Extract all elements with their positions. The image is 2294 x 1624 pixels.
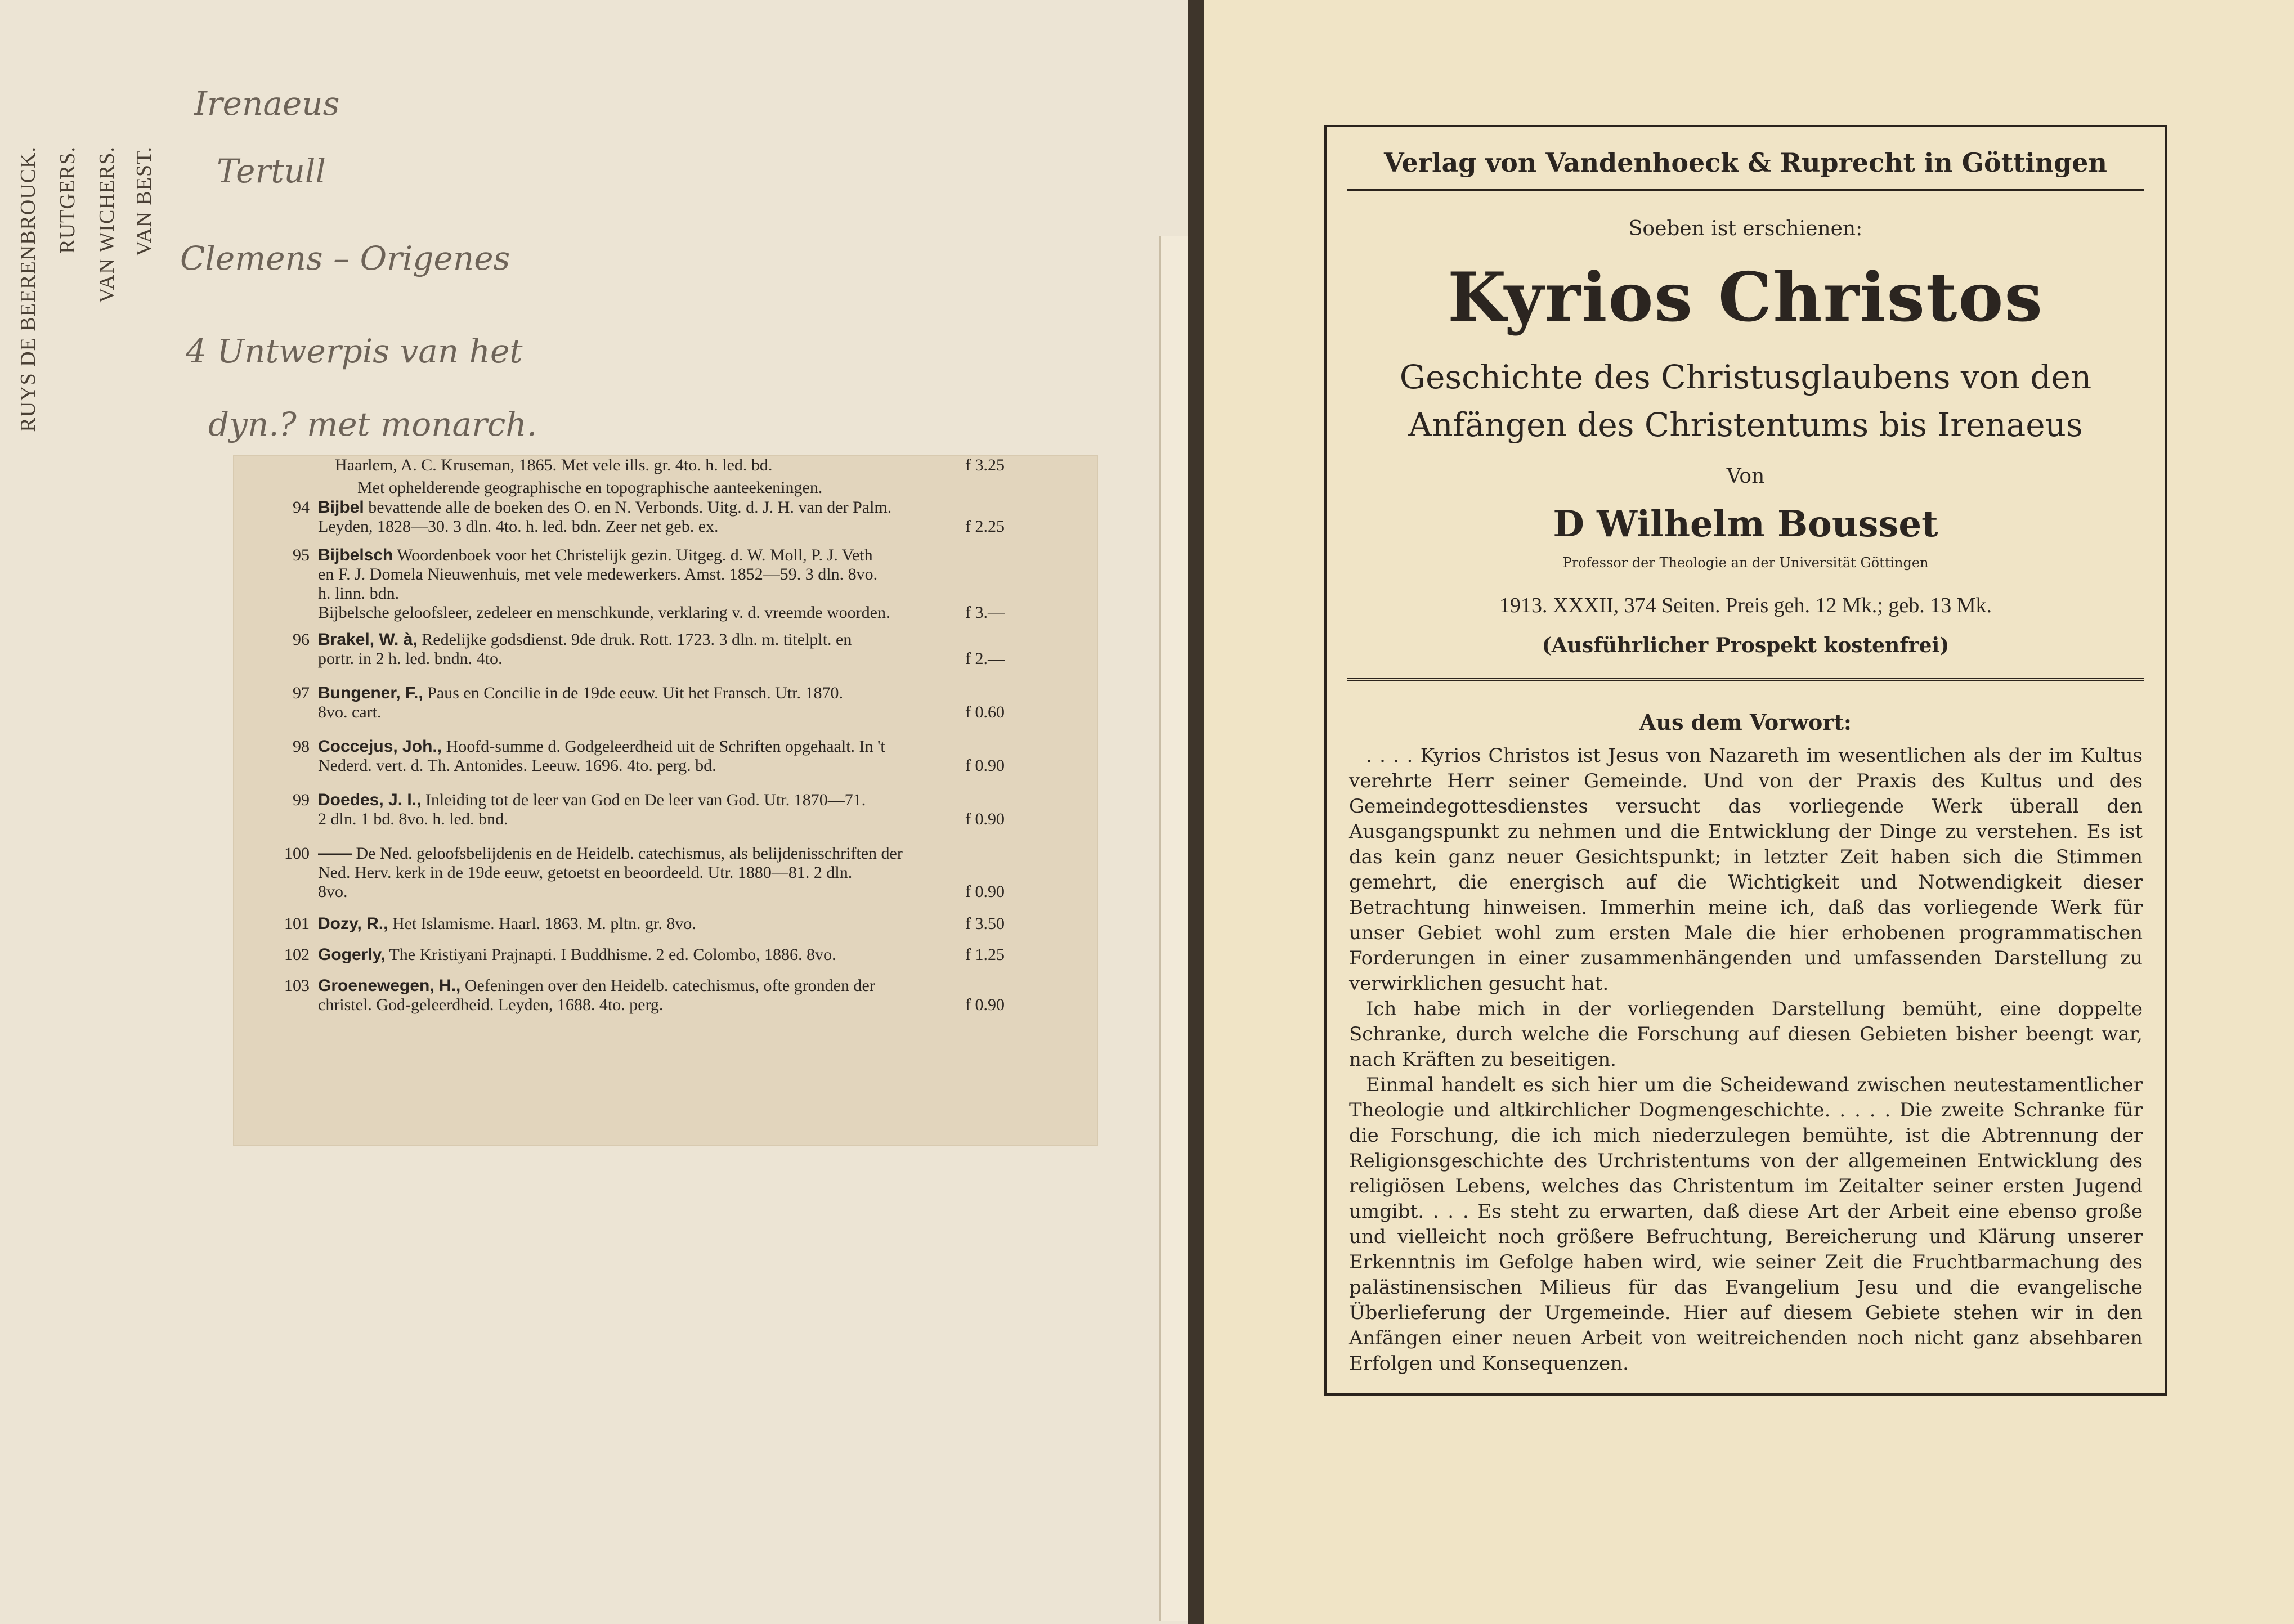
entry-line [318, 995, 993, 1015]
spine-label-3: VAN WICHERS. [95, 146, 119, 303]
entry-line [318, 976, 993, 995]
entry-price: f 0.90 [965, 995, 1005, 1014]
entry-text: Het Islamisme. Haarl. 1863. M. pltn. gr. 8vo. [392, 914, 696, 933]
entry-author: Bijbel [318, 498, 364, 517]
entry-number: 94 [293, 498, 310, 517]
entry-line [318, 546, 993, 565]
book-title: Kyrios Christos [1448, 258, 2044, 337]
entry-price: f 3.50 [965, 914, 1005, 933]
spine-label-1: RUYS DE BEERENBROUCK. [16, 146, 40, 432]
foreword-heading: Aus dem Vorwort: [1639, 710, 1852, 735]
right-page [1204, 0, 2294, 1624]
entry-text: Leyden, 1828—30. 3 dln. 4to. h. led. bdn. Zeer net geb. ex. [318, 517, 719, 536]
subtitle-line-2: Anfängen des Christentums bis Irenaeus [1408, 406, 2083, 444]
entry-price: f 0.90 [965, 882, 1005, 901]
entry-line [318, 498, 993, 517]
clipping-top-price: f 3.25 [965, 456, 1005, 474]
entry-author: Doedes, J. I., [318, 791, 422, 809]
entry-text: h. linn. bdn. [318, 584, 400, 603]
author-role: Professor der Theologie an der Universität Göttingen [1562, 555, 1929, 571]
entry-body [318, 546, 993, 622]
rule-double [1347, 678, 2144, 681]
publisher-line: Verlag von Vandenhoeck & Ruprecht in Göttingen [1384, 147, 2107, 178]
entry-price: f 3.— [965, 603, 1005, 622]
entry-price: f 1.25 [965, 945, 1005, 964]
entry-line [318, 565, 993, 584]
entry-text: 8vo. cart. [318, 703, 382, 721]
entry-line [318, 882, 993, 901]
entry-author: —— [318, 844, 352, 863]
entry-text: The Kristiyani Prajnapti. I Buddhisme. 2 ed. Colombo, 1886. 8vo. [389, 945, 836, 964]
entry-line [318, 945, 993, 964]
entry-author: Groenewegen, H., [318, 976, 461, 995]
entry-body [318, 737, 993, 775]
entry-text: portr. in 2 h. led. bndn. 4to. [318, 649, 503, 668]
rule-top [1347, 189, 2144, 191]
prospekt-line: (Ausführlicher Prospekt kostenfrei) [1542, 634, 1950, 657]
entry-text: Nederd. vert. d. Th. Antonides. Leeuw. 1696. 4to. perg. bd. [318, 756, 716, 775]
von-line: Von [1726, 465, 1765, 488]
entry-line [318, 791, 993, 810]
entry-text: Redelijke godsdienst. 9de druk. Rott. 1723. 3 dln. m. titelplt. en [422, 630, 852, 649]
spine-label-2: RUTGERS. [56, 146, 79, 254]
entry-text: 2 dln. 1 bd. 8vo. h. led. bnd. [318, 810, 508, 828]
handwritten-note-3: Clemens – Origenes [180, 239, 510, 277]
entry-text: Inleiding tot de leer van God en De leer van God. Utr. 1870—71. [425, 791, 866, 809]
entry-author: Bijbelsch [318, 546, 393, 564]
entry-author: Gogerly, [318, 945, 386, 964]
entry-text: Paus en Concilie in de 19de eeuw. Uit het Fransch. Utr. 1870. [427, 684, 843, 702]
entry-author: Coccejus, Joh., [318, 737, 442, 756]
entry-line [318, 863, 993, 882]
entry-body [318, 630, 993, 669]
entry-number: 97 [293, 684, 310, 702]
entry-price: f 2.25 [965, 517, 1005, 536]
entry-text: Hoofd-summe d. Godgeleerdheid uit de Schriften opgehaalt. In 't [446, 737, 885, 756]
entry-line [318, 649, 993, 669]
handwritten-note-4: 4 Untwerpis van het [186, 332, 523, 370]
entry-number: 95 [293, 546, 310, 564]
entry-number: 98 [293, 737, 310, 756]
handwritten-note-5: dyn.? met monarch. [208, 405, 537, 443]
entry-body [318, 684, 993, 722]
foreword-paragraph-3: Einmal handelt es sich hier um die Scheidewand zwischen neutestamentlicher Theologie und altkirchlicher Dogmengeschichte. . . . . Die zweite Schranke für die Forschung, die ich mich niederzulegen bemühte, ist die Abtrennung der Religionsgeschichte des Urchristentums von der allgemeinen Entwicklung des religiösen Lebens, welches das Christentum im Zeitalter seiner ersten Jugend umgibt. . . . Es steht zu erwarten, daß diese Art der Arbeit eine ebenso große und vielleicht noch größere Befruchtung, Bereicherung und Klärung unserer Erkenntnis im Gefolge haben wird, wie seiner Zeit die Fruchtbarmachung des palästinensischen Milieus für das Evangelium Jesu und die evangelische Überlieferung der Urgemeinde. Hier auf diesem Gebiete stehen wir in den Anfängen einer neuen Arbeit von weitreichenden noch nicht ganz absehbaren Erfolgen und Konsequenzen. [1349, 1074, 2143, 1375]
entry-price: f 2.— [965, 649, 1005, 668]
handwritten-note-2: Tertull [217, 152, 326, 190]
entry-text: en F. J. Domela Nieuwenhuis, met vele medewerkers. Amst. 1852—59. 3 dln. 8vo. [318, 565, 878, 584]
entry-line [318, 603, 993, 622]
entry-body [318, 791, 993, 829]
foreword-paragraph-2: Ich habe mich in der vorliegenden Darstellung bemüht, eine doppelte Schranke, durch welche die Forschung auf diesen Gebieten bisher beengt war, nach Kräften zu beseitigen. [1349, 998, 2143, 1071]
entry-text: 8vo. [318, 882, 348, 901]
entry-number: 102 [284, 945, 310, 964]
catalogue-clipping: Haarlem, A. C. Kruseman, 1865. Met vele ills. gr. 4to. h. led. bd. f 3.25 Met ophelderende geographische en topographische aanteekeningen. 94 Bijbel bevattende alle de boeken des O. en N. Verbonds. Uitg. d. J. H. van der Palm. Leyden, 1828—30. 3 dln. 4to. h. led. bdn. Zeer net geb. ex. f 2.25 95 Bijbelsch Woordenboek voor het Christelijk gezin. Uitgeg. d. W. Moll, P. J. Veth en F. J. Domela Nieuwenhuis, met vele medewerkers. Amst. 1852—59. 3 dln. 8vo. h. linn. bdn. Bijbelsche geloofsleer, zedeleer en menschkunde, verklaring v. d. vreemde woorden. f 3.— 96 Brakel, W. à, Redelijke godsdienst. 9de druk. Rott. 1723. 3 dln. m. titelplt. en portr. in 2 h. led. bndn. 4to. f 2.— 97 Bungener, F., Paus en Concilie in de 19de eeuw. Uit het Fransch. Utr. 1870. 8vo. cart. f 0.60 98 Coccejus, Joh., Hoofd-summe d. Godgeleerdheid uit de Schriften opgehaalt. In 't Nederd. vert. d. Th. Antonides. Leeuw. 1696. 4to. perg. bd. f 0.90 99 Doedes, J. I., Inleiding tot de leer van God en De leer van God. Utr. 1870—71. 2 dln. 1 bd. 8vo. h. led. bnd. f 0.90 100 —— De Ned. geloofsbelijdenis en de Heidelb. catechismus, als belijdenisschriften der Ned. Herv. kerk in de 19de eeuw, getoetst en beoordeeld. Utr. 1880—81. 2 dln. 8vo. f 0.90 101 Dozy, R., Het Islamisme. Haarl. 1863. M. pltn. gr. 8vo. f 3.50 102 Gogerly, The Kristiyani Prajnapti. I Buddhisme. 2 ed. Colombo, 1886. 8vo. f 1.25 103 Groenewegen, H., Oefeningen over den Heidelb. catechismus, ofte gronden der christel. God-geleerdheid. Leyden, 1688. 4to. perg. f 0.90 [234, 456, 1097, 1145]
entry-body [318, 844, 993, 901]
announce-line: Soeben ist erschienen: [1628, 217, 1863, 240]
entry-line [318, 517, 993, 536]
foreword-paragraph-1: . . . . Kyrios Christos ist Jesus von Nazareth im wesentlichen als der im Kultus verehrte Herr seiner Gemeinde. Und von der Praxis des Kultus und des Gemeindegottesdienstes versucht das vorliegende Werk überall den Ausgangspunkt zu nehmen und die Entwicklung der Dinge zu verstehen. Es ist das kein ganz neuer Gesichtspunkt; in letzter Zeit haben sich die Stimmen gemehrt, die energisch auf die Wichtigkeit und Notwendigkeit dieser Betrachtung hinweisen. Immerhin meine ich, daß das vorliegende Werk für unser Gebiet wohl zum ersten Male die hier erhobenen programmatischen Forderungen in einer zusammenhängenden und umfassenden Darstellung zu verwirklichen gesucht hat. [1349, 744, 2143, 995]
entry-line [318, 584, 993, 603]
entry-number: 100 [284, 844, 310, 863]
clipping-top-text: Haarlem, A. C. Kruseman, 1865. Met vele ills. gr. 4to. h. led. bd. [335, 456, 773, 474]
entry-text: bevattende alle de boeken des O. en N. Verbonds. Uitg. d. J. H. van der Palm. [368, 498, 892, 517]
entry-text: Ned. Herv. kerk in de 19de eeuw, getoetst en beoordeeld. Utr. 1880—81. 2 dln. [318, 863, 853, 882]
entry-text: Woordenboek voor het Christelijk gezin. Uitgeg. d. W. Moll, P. J. Veth [397, 546, 873, 564]
entry-number: 103 [284, 976, 310, 995]
entry-text: De Ned. geloofsbelijdenis en de Heidelb. catechismus, als belijdenisschriften der [356, 844, 903, 863]
entry-number: 99 [293, 791, 310, 809]
handwritten-note-1: Irenaeus [194, 84, 340, 123]
publication-details: 1913. XXXII, 374 Seiten. Preis geh. 12 Mk.; geb. 13 Mk. [1499, 594, 1992, 617]
author-name: D Wilhelm Bousset [1553, 503, 1938, 545]
entry-line [318, 810, 993, 829]
foreword-text [1349, 743, 2143, 1376]
entry-price: f 0.60 [965, 703, 1005, 721]
entry-text: Bijbelsche geloofsleer, zedeleer en menschkunde, verklaring v. d. vreemde woorden. [318, 603, 890, 622]
entry-price: f 0.90 [965, 756, 1005, 775]
entry-line [318, 630, 993, 649]
spine-label-4: VAN BEST. [132, 146, 156, 257]
entry-body [318, 914, 993, 934]
entry-line [318, 737, 993, 756]
entry-body [318, 976, 993, 1015]
entry-body [318, 945, 993, 964]
entry-body [318, 498, 993, 536]
subtitle-line-1: Geschichte des Christusglaubens von den [1399, 358, 2092, 396]
advert-frame [1324, 125, 2167, 1396]
entry-author: Bungener, F., [318, 684, 423, 702]
entry-line [318, 703, 993, 722]
entry-number: 96 [293, 630, 310, 649]
entry-text: christel. God-geleerdheid. Leyden, 1688. 4to. perg. [318, 995, 664, 1014]
entry-line [318, 684, 993, 703]
book-gutter [1188, 0, 1204, 1624]
entry-author: Dozy, R., [318, 914, 388, 933]
entry-number: 101 [284, 914, 310, 933]
entry-text: Oefeningen over den Heidelb. catechismus, ofte gronden der [464, 976, 875, 995]
entry-author: Brakel, W. à, [318, 630, 418, 649]
entry-line [318, 844, 993, 863]
entry-line [318, 914, 993, 934]
entry-line [318, 756, 993, 775]
entry-price: f 0.90 [965, 810, 1005, 828]
